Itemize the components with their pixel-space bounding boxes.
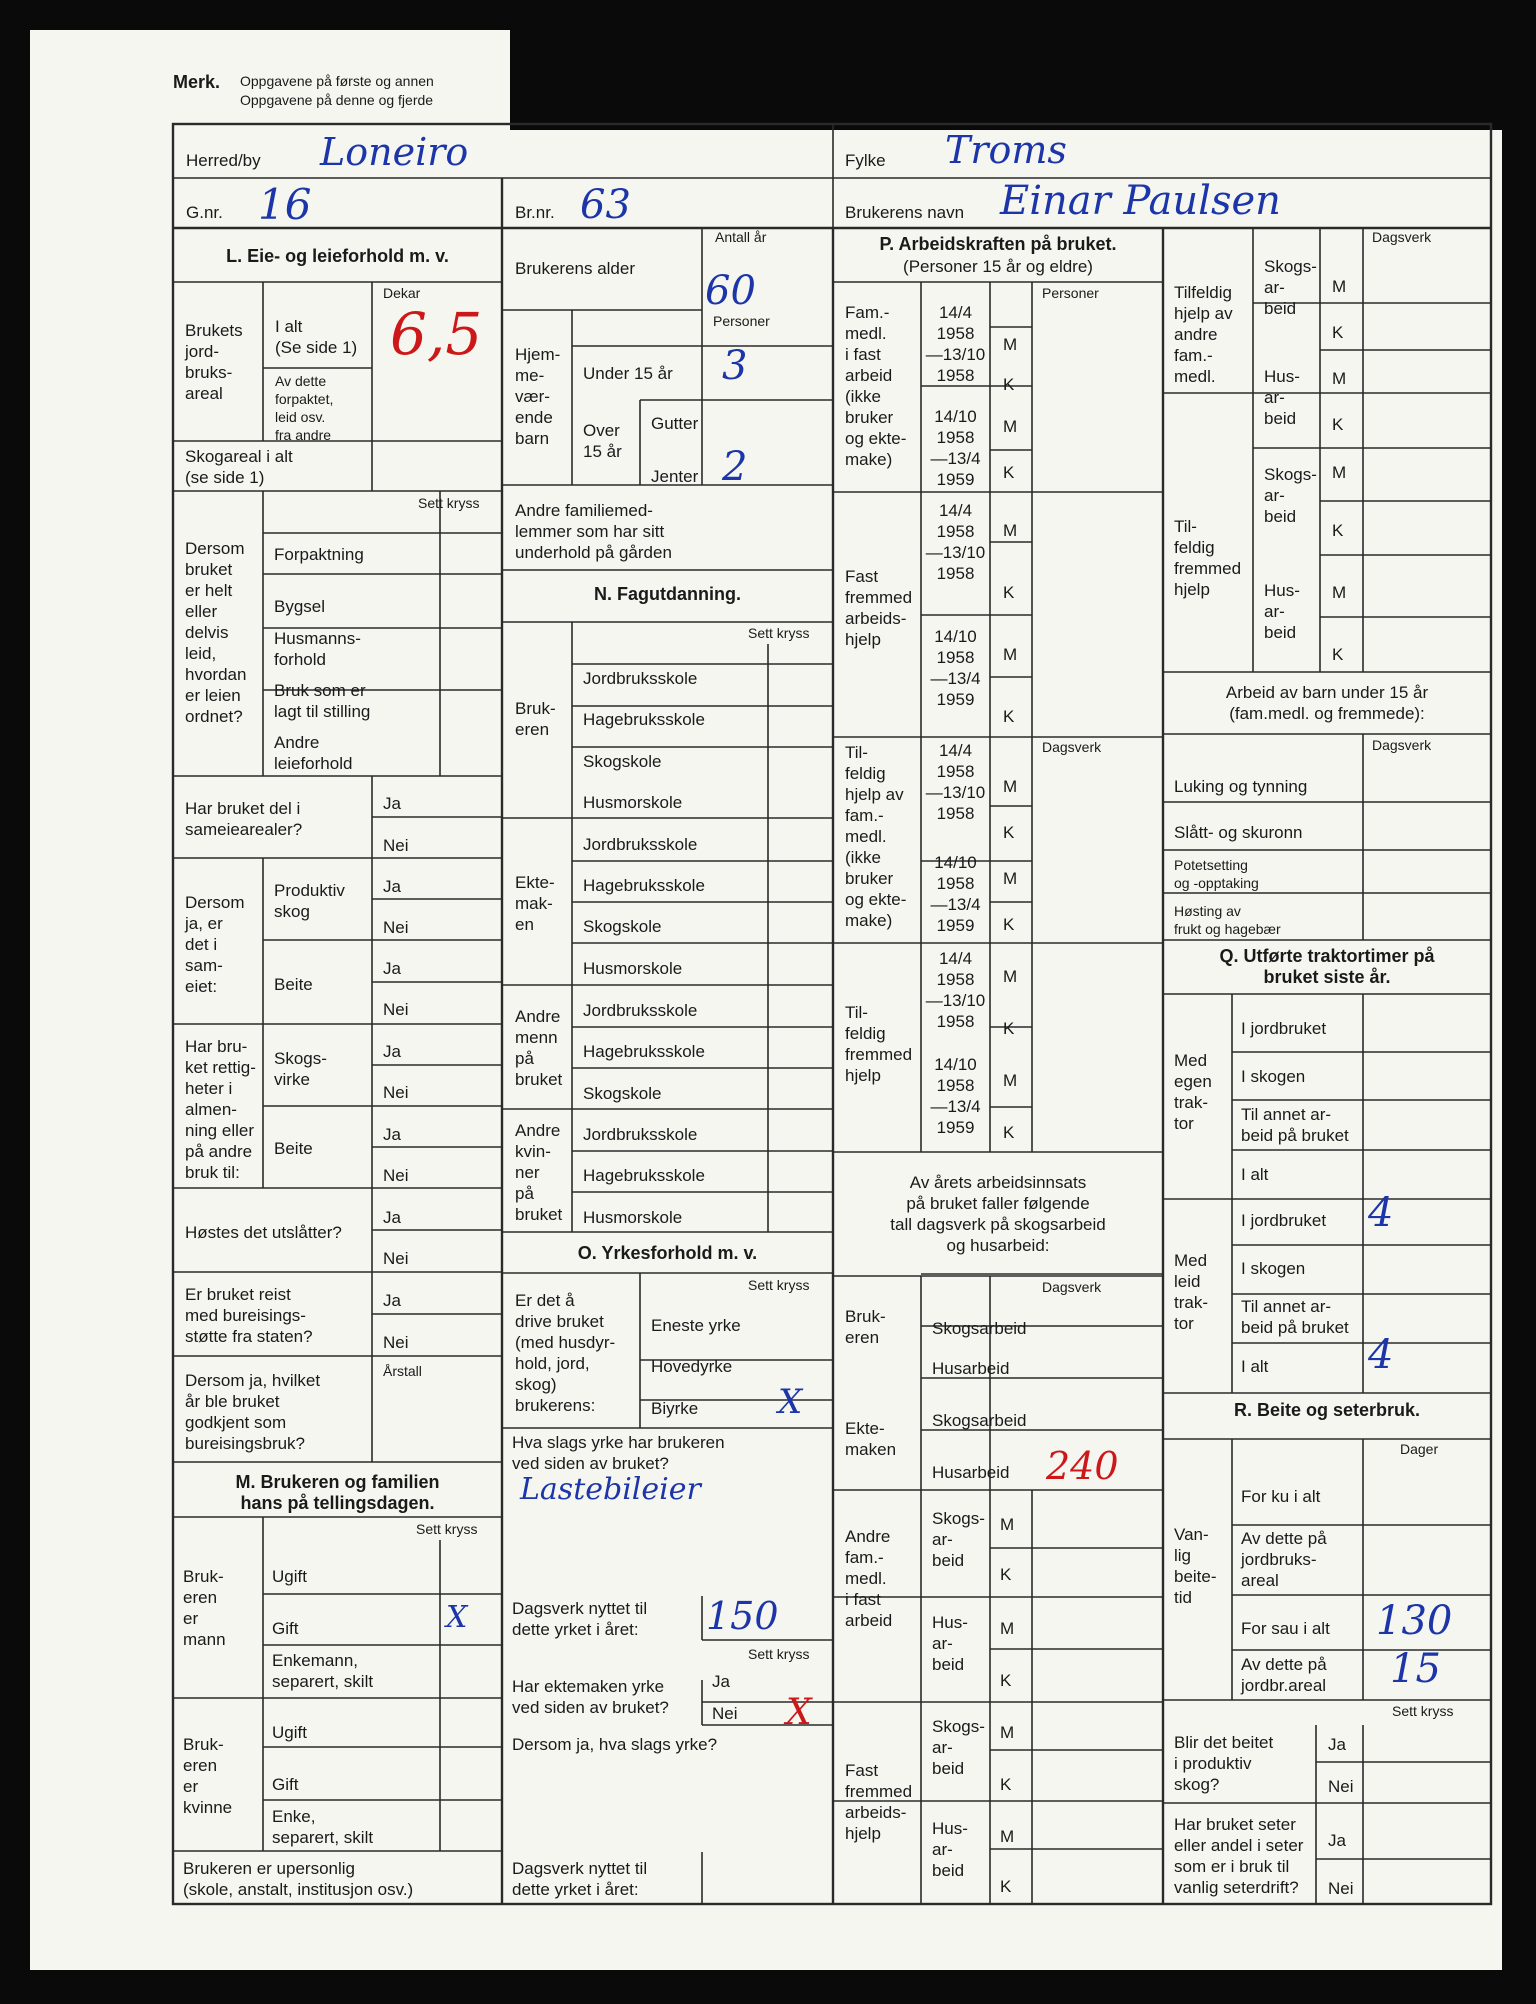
right-hus: Hus- ar- beid bbox=[1264, 367, 1300, 428]
brnr-label: Br.nr. bbox=[515, 203, 555, 222]
O-eneste: Eneste yrke bbox=[651, 1316, 741, 1335]
O-dersom-ja: Dersom ja, hva slags yrke? bbox=[512, 1735, 718, 1754]
L-bruk-stilling: Bruk som er lagt til stilling bbox=[274, 681, 371, 721]
L-andre-leie: Andre leieforhold bbox=[274, 733, 353, 773]
herred-value[interactable]: Loneiro bbox=[320, 130, 469, 174]
L-rettigheter: Har bru- ket rettig- heter i almen- ning eller på andre bruk til: bbox=[185, 1037, 256, 1182]
O-biyrke-mark[interactable]: X bbox=[778, 1382, 803, 1422]
right-tilf-fremmed: Til- feldig fremmed hjelp bbox=[1174, 517, 1242, 599]
P-hus-arbeid: Hus- ar- beid bbox=[932, 1819, 968, 1880]
P-K: K bbox=[1003, 375, 1015, 394]
P-M: M bbox=[1003, 521, 1018, 540]
O-ja: Ja bbox=[712, 1672, 730, 1691]
N-row: Jordbruksskole bbox=[583, 1001, 698, 1020]
gnr-label: G.nr. bbox=[186, 203, 223, 222]
N-row: Jordbruksskole bbox=[583, 669, 698, 688]
right-slatt: Slått- og skuronn bbox=[1174, 823, 1303, 842]
R-nei: Nei bbox=[1328, 1777, 1354, 1796]
P-K: K bbox=[1003, 823, 1015, 842]
N-sett-kryss: Sett kryss bbox=[748, 625, 810, 641]
N-row: Hagebruksskole bbox=[583, 876, 705, 895]
L-i-alt: I alt (Se side 1) bbox=[275, 317, 358, 357]
L-rett-beite: Beite bbox=[274, 1139, 313, 1158]
P-husarbeid: Husarbeid bbox=[932, 1463, 1010, 1482]
N-row: Husmorskole bbox=[583, 793, 683, 812]
R-ku-av: Av dette på jordbruks- areal bbox=[1241, 1529, 1327, 1590]
O-ektemake-yrke: Har ektemaken yrke ved siden av bruket? bbox=[512, 1677, 669, 1717]
Q-skogen: I skogen bbox=[1241, 1259, 1306, 1278]
P-tilf-fam: Til- feldig hjelp av fam.- medl. (ikke bruker og ekte- make) bbox=[845, 743, 907, 930]
P-skogs-arbeid: Skogs- ar- beid bbox=[932, 1509, 985, 1570]
brukernavn-label: Brukerens navn bbox=[845, 203, 965, 222]
R-sau-av: Av dette på jordbr.areal bbox=[1241, 1655, 1327, 1695]
R-produktiv: Blir det beitet i produktiv skog? bbox=[1174, 1733, 1274, 1794]
P-fast-fremmed-2: Fast fremmed arbeids- hjelp bbox=[845, 1761, 913, 1843]
M-gift-1: Gift bbox=[272, 1619, 299, 1638]
Q-title: Q. Utførte traktortimer på bruket siste år. bbox=[1219, 946, 1435, 987]
P-K: K bbox=[1003, 463, 1015, 482]
L-dekar: Dekar bbox=[383, 285, 421, 301]
L-av-dette: Av dette forpaktet, leid osv. fra andre bbox=[275, 373, 334, 443]
O-sett-kryss: Sett kryss bbox=[748, 1277, 810, 1293]
P-fast-fremmed: Fast fremmed arbeids- hjelp bbox=[845, 567, 913, 649]
R-ja: Ja bbox=[1328, 1831, 1346, 1850]
N-row: Husmorskole bbox=[583, 959, 683, 978]
age-alder-value[interactable]: 60 bbox=[705, 268, 756, 314]
R-sau-value[interactable]: 130 bbox=[1376, 1598, 1453, 1644]
P-M: M bbox=[1003, 967, 1018, 986]
age-over15: Over 15 år bbox=[583, 421, 622, 461]
P-K: K bbox=[1332, 323, 1344, 342]
O-biyrke: Biyrke bbox=[651, 1399, 699, 1418]
Q-ialt: I alt bbox=[1241, 1165, 1269, 1184]
fylke-value[interactable]: Troms bbox=[945, 128, 1067, 172]
R-sau-av-value[interactable]: 15 bbox=[1390, 1646, 1441, 1692]
P-M: M bbox=[1332, 583, 1347, 602]
Q-jordbruket: I jordbruket bbox=[1241, 1211, 1327, 1230]
L-dersom: Dersom bruket er helt eller delvis leid, hvordan er leien ordnet? bbox=[185, 539, 247, 726]
right-luking: Luking og tynning bbox=[1174, 777, 1308, 796]
L-sameie-ja: Ja bbox=[383, 794, 401, 813]
L-i-alt-value[interactable]: 6,5 bbox=[390, 300, 483, 368]
M-enke: Enke, separert, skilt bbox=[272, 1807, 374, 1847]
L-areal-label: Brukets jord- bruks- areal bbox=[185, 321, 243, 403]
N-row: Skogskole bbox=[583, 752, 662, 771]
P-M: M bbox=[1003, 417, 1018, 436]
age-antall: Antall år bbox=[715, 229, 767, 245]
M-gift-2: Gift bbox=[272, 1775, 299, 1794]
P-period-1: 14/4 1958 —13/10 1958 bbox=[925, 949, 986, 1031]
P-M: M bbox=[1003, 335, 1018, 354]
L-sett-kryss: Sett kryss bbox=[418, 495, 480, 511]
brnr-value[interactable]: 63 bbox=[580, 182, 631, 228]
P-M: M bbox=[1332, 369, 1347, 388]
R-sett-kryss: Sett kryss bbox=[1392, 1703, 1454, 1719]
right-dagsverk-2: Dagsverk bbox=[1372, 737, 1432, 753]
L-utslatter-nei: Nei bbox=[383, 1249, 409, 1268]
right-skogs: Skogs- ar- beid bbox=[1264, 257, 1317, 318]
merk-line-2: Oppgavene på denne og fjerde bbox=[240, 92, 434, 108]
L-sameie-nei: Nei bbox=[383, 836, 409, 855]
P-M: M bbox=[1332, 277, 1347, 296]
P-M: M bbox=[1003, 869, 1018, 888]
Q-leid: Med leid trak- tor bbox=[1174, 1251, 1208, 1333]
P-husarbeid-value[interactable]: 240 bbox=[1046, 1444, 1119, 1488]
R-ku: For ku i alt bbox=[1241, 1487, 1321, 1506]
fylke-label: Fylke bbox=[845, 151, 886, 170]
N-andre-menn: Andre menn på bruket bbox=[515, 1007, 563, 1089]
L-produktiv: Produktiv skog bbox=[274, 881, 345, 921]
L-beite: Beite bbox=[274, 975, 313, 994]
age-jenter-value[interactable]: 2 bbox=[722, 444, 748, 490]
N-row: Hagebruksskole bbox=[583, 1042, 705, 1061]
N-row: Jordbruksskole bbox=[583, 1125, 698, 1144]
P-period-1: 14/4 1958 —13/10 1958 bbox=[925, 303, 986, 385]
merk-label: Merk. bbox=[173, 72, 221, 92]
right-potet: Potetsetting og -opptaking bbox=[1174, 857, 1259, 891]
P-M: M bbox=[1003, 777, 1018, 796]
R-dagsverk: Dagsverk bbox=[1372, 229, 1432, 245]
N-ektemaken: Ekte- mak- en bbox=[515, 873, 555, 934]
P-dagsverk-2: Dagsverk bbox=[1042, 1279, 1102, 1295]
right-tilf-fam: Tilfeldig hjelp av andre fam.- medl. bbox=[1174, 283, 1233, 386]
M-ugift-1: Ugift bbox=[272, 1567, 307, 1586]
R-ja: Ja bbox=[1328, 1735, 1346, 1754]
L-rett-beite-ja: Ja bbox=[383, 1125, 401, 1144]
age-jenter: Jenter bbox=[651, 467, 699, 486]
P-skogs-arbeid: Skogs- ar- beid bbox=[932, 1717, 985, 1778]
L-title: L. Eie- og leieforhold m. v. bbox=[226, 246, 449, 266]
brukernavn-value[interactable]: Einar Paulsen bbox=[1000, 178, 1281, 224]
P-M: M bbox=[1000, 1827, 1015, 1846]
P-period-1: 14/4 1958 —13/10 1958 bbox=[925, 741, 986, 823]
L-forpaktning: Forpaktning bbox=[274, 545, 364, 564]
N-row: Skogskole bbox=[583, 917, 662, 936]
P-K: K bbox=[1003, 915, 1015, 934]
M-enkemann: Enkemann, separert, skilt bbox=[272, 1651, 374, 1691]
P-hus-arbeid: Hus- ar- beid bbox=[932, 1613, 968, 1674]
age-gutter: Gutter bbox=[651, 414, 699, 433]
P-K: K bbox=[1000, 1775, 1012, 1794]
O-hoved: Hovedyrke bbox=[651, 1357, 733, 1376]
O-dagsverk-value[interactable]: 150 bbox=[706, 1594, 779, 1638]
merk-line-1: Oppgavene på første og annen bbox=[240, 73, 434, 89]
P-period-2: 14/10 1958 —13/4 1959 bbox=[930, 853, 981, 935]
age-hjemme: Hjem- me- vær- ende barn bbox=[515, 345, 561, 448]
N-row: Jordbruksskole bbox=[583, 835, 698, 854]
L-skogsvirke-nei: Nei bbox=[383, 1083, 409, 1102]
N-title: N. Fagutdanning. bbox=[594, 584, 741, 604]
L-utslatter-ja: Ja bbox=[383, 1208, 401, 1227]
O-yrke-value[interactable]: Lastebileier bbox=[520, 1472, 701, 1507]
O-dagsverk: Dagsverk nyttet til dette yrket i året: bbox=[512, 1599, 648, 1639]
O-hva-slags: Hva slags yrke har brukeren ved siden av bruket? bbox=[512, 1433, 725, 1473]
right-hus: Hus- ar- beid bbox=[1264, 581, 1300, 642]
Q-leid-ialt-value[interactable]: 4 bbox=[1368, 1332, 1394, 1378]
R-seter: Har bruket seter eller andel i seter som er i bruk til vanlig seterdrift? bbox=[1174, 1815, 1304, 1897]
P-andre-fam: Andre fam.- medl. i fast arbeid bbox=[845, 1527, 893, 1630]
M-mann-gift-mark[interactable]: X bbox=[446, 1600, 468, 1635]
L-utslatter: Høstes det utslåtter? bbox=[185, 1223, 342, 1242]
P-K: K bbox=[1003, 1019, 1015, 1038]
N-brukeren: Bruk- eren bbox=[515, 699, 556, 739]
P-skogsarbeid: Skogsarbeid bbox=[932, 1319, 1027, 1338]
L-skogsvirke-ja: Ja bbox=[383, 1042, 401, 1061]
P-K: K bbox=[1332, 645, 1344, 664]
P-fam-fast: Fam.- medl. i fast arbeid (ikke bruker og ekte- make) bbox=[845, 303, 907, 469]
O-nei-mark[interactable]: X bbox=[786, 1692, 812, 1733]
age-personer: Personer bbox=[713, 313, 770, 329]
P-M: M bbox=[1332, 463, 1347, 482]
N-row: Husmorskole bbox=[583, 1208, 683, 1227]
L-skogsvirke: Skogs- virke bbox=[274, 1049, 327, 1089]
L-sameie: Har bruket del i sameiearealer? bbox=[185, 799, 303, 839]
M-title: M. Brukeren og familien hans på tellingsdagen. bbox=[235, 1472, 440, 1513]
M-ugift-2: Ugift bbox=[272, 1723, 307, 1742]
P-K: K bbox=[1003, 707, 1015, 726]
gnr-value[interactable]: 16 bbox=[258, 180, 312, 229]
Q-leid-jord-value[interactable]: 4 bbox=[1368, 1190, 1394, 1236]
R-dager: Dager bbox=[1400, 1441, 1439, 1457]
right-skogs: Skogs- ar- beid bbox=[1264, 465, 1317, 526]
P-M: M bbox=[1000, 1723, 1015, 1742]
P-K: K bbox=[1000, 1877, 1012, 1896]
Q-skogen: I skogen bbox=[1241, 1067, 1306, 1086]
P-tilf-fremmed: Til- feldig fremmed hjelp bbox=[845, 1003, 913, 1085]
P-M: M bbox=[1000, 1619, 1015, 1638]
R-sau: For sau i alt bbox=[1241, 1619, 1330, 1638]
P-brukeren: Bruk- eren bbox=[845, 1307, 886, 1347]
L-reist-ja: Ja bbox=[383, 1291, 401, 1310]
R-title: R. Beite og seterbruk. bbox=[1233, 1400, 1421, 1420]
L-beite-nei: Nei bbox=[383, 1000, 409, 1019]
P-title: P. Arbeidskraften på bruket. bbox=[879, 234, 1117, 254]
L-reist: Er bruket reist med bureisings- støtte fra staten? bbox=[185, 1285, 313, 1346]
O-er-det: Er det å drive bruket (med husdyr- hold, jord, skog) brukerens: bbox=[515, 1291, 616, 1415]
L-prod-nei: Nei bbox=[383, 918, 409, 937]
L-bygsel: Bygsel bbox=[274, 597, 326, 616]
R-vanlig: Van- lig beite- tid bbox=[1174, 1525, 1217, 1607]
L-dersom-ja-ar: Dersom ja, hvilket år ble bruket godkjent som bureisingsbruk? bbox=[185, 1371, 321, 1453]
L-skogareal: Skogareal i alt (se side 1) bbox=[185, 447, 293, 487]
age-alder: Brukerens alder bbox=[515, 259, 636, 278]
P-husarbeid: Husarbeid bbox=[932, 1359, 1010, 1378]
L-beite-ja: Ja bbox=[383, 959, 401, 978]
L-husmann: Husmanns- forhold bbox=[274, 629, 361, 669]
age-andre-fam: Andre familiemed- lemmer som har sitt underhold på gården bbox=[515, 501, 672, 562]
P-period-1: 14/4 1958 —13/10 1958 bbox=[925, 501, 986, 583]
P-K: K bbox=[1000, 1565, 1012, 1584]
right-hosting: Høsting av frukt og hagebær bbox=[1174, 903, 1281, 937]
P-K: K bbox=[1332, 521, 1344, 540]
R-nei: Nei bbox=[1328, 1879, 1354, 1898]
N-row: Skogskole bbox=[583, 1084, 662, 1103]
Q-jordbruket: I jordbruket bbox=[1241, 1019, 1327, 1038]
L-prod-ja: Ja bbox=[383, 877, 401, 896]
L-dersom-ja: Dersom ja, er det i sam- eiet: bbox=[185, 893, 245, 996]
M-sett-kryss: Sett kryss bbox=[416, 1521, 478, 1537]
age-under15-value[interactable]: 3 bbox=[722, 343, 748, 389]
P-K: K bbox=[1003, 1123, 1015, 1142]
P-skogsarbeid: Skogsarbeid bbox=[932, 1411, 1027, 1430]
L-reist-nei: Nei bbox=[383, 1333, 409, 1352]
right-barn: Arbeid av barn under 15 år (fam.medl. og fremmede): bbox=[1225, 683, 1429, 723]
M-upersonlig: Brukeren er upersonlig (skole, anstalt, institusjon osv.) bbox=[183, 1859, 414, 1899]
Q-egen: Med egen trak- tor bbox=[1174, 1051, 1212, 1133]
Q-annet: Til annet ar- beid på bruket bbox=[1241, 1297, 1349, 1337]
N-row: Hagebruksskole bbox=[583, 1166, 705, 1185]
P-subtitle: (Personer 15 år og eldre) bbox=[903, 257, 1093, 276]
N-row: Hagebruksskole bbox=[583, 710, 705, 729]
Q-annet: Til annet ar- beid på bruket bbox=[1241, 1105, 1349, 1145]
age-under15: Under 15 år bbox=[583, 364, 673, 383]
L-arstall: Årstall bbox=[383, 1363, 422, 1379]
P-ektemaken: Ekte- maken bbox=[845, 1419, 897, 1459]
P-period-2: 14/10 1958 —13/4 1959 bbox=[930, 627, 981, 709]
P-period-2: 14/10 1958 —13/4 1959 bbox=[930, 1055, 981, 1137]
P-M: M bbox=[1000, 1515, 1015, 1534]
P-K: K bbox=[1003, 583, 1015, 602]
O-sett-kryss-2: Sett kryss bbox=[748, 1646, 810, 1662]
M-kvinne: Bruk- eren er kvinne bbox=[183, 1735, 233, 1817]
M-mann: Bruk- eren er mann bbox=[183, 1567, 226, 1649]
P-K: K bbox=[1000, 1671, 1012, 1690]
P-period-2: 14/10 1958 —13/4 1959 bbox=[930, 407, 981, 489]
P-av-arets: Av årets arbeidsinnsats på bruket faller følgende tall dagsverk på skogsarbeid og husarbeid: bbox=[890, 1173, 1106, 1255]
herred-label: Herred/by bbox=[186, 151, 261, 170]
Q-ialt: I alt bbox=[1241, 1357, 1269, 1376]
P-K: K bbox=[1332, 415, 1344, 434]
O-title: O. Yrkesforhold m. v. bbox=[577, 1243, 758, 1263]
P-M: M bbox=[1003, 645, 1018, 664]
P-dagsverk: Dagsverk bbox=[1042, 739, 1102, 755]
O-nei: Nei bbox=[712, 1704, 738, 1723]
P-personer: Personer bbox=[1042, 285, 1099, 301]
O-dagsverk-2: Dagsverk nyttet til dette yrket i året: bbox=[512, 1859, 648, 1899]
N-andre-kvinner: Andre kvin- ner på bruket bbox=[515, 1121, 563, 1224]
L-rett-beite-nei: Nei bbox=[383, 1166, 409, 1185]
P-M: M bbox=[1003, 1071, 1018, 1090]
